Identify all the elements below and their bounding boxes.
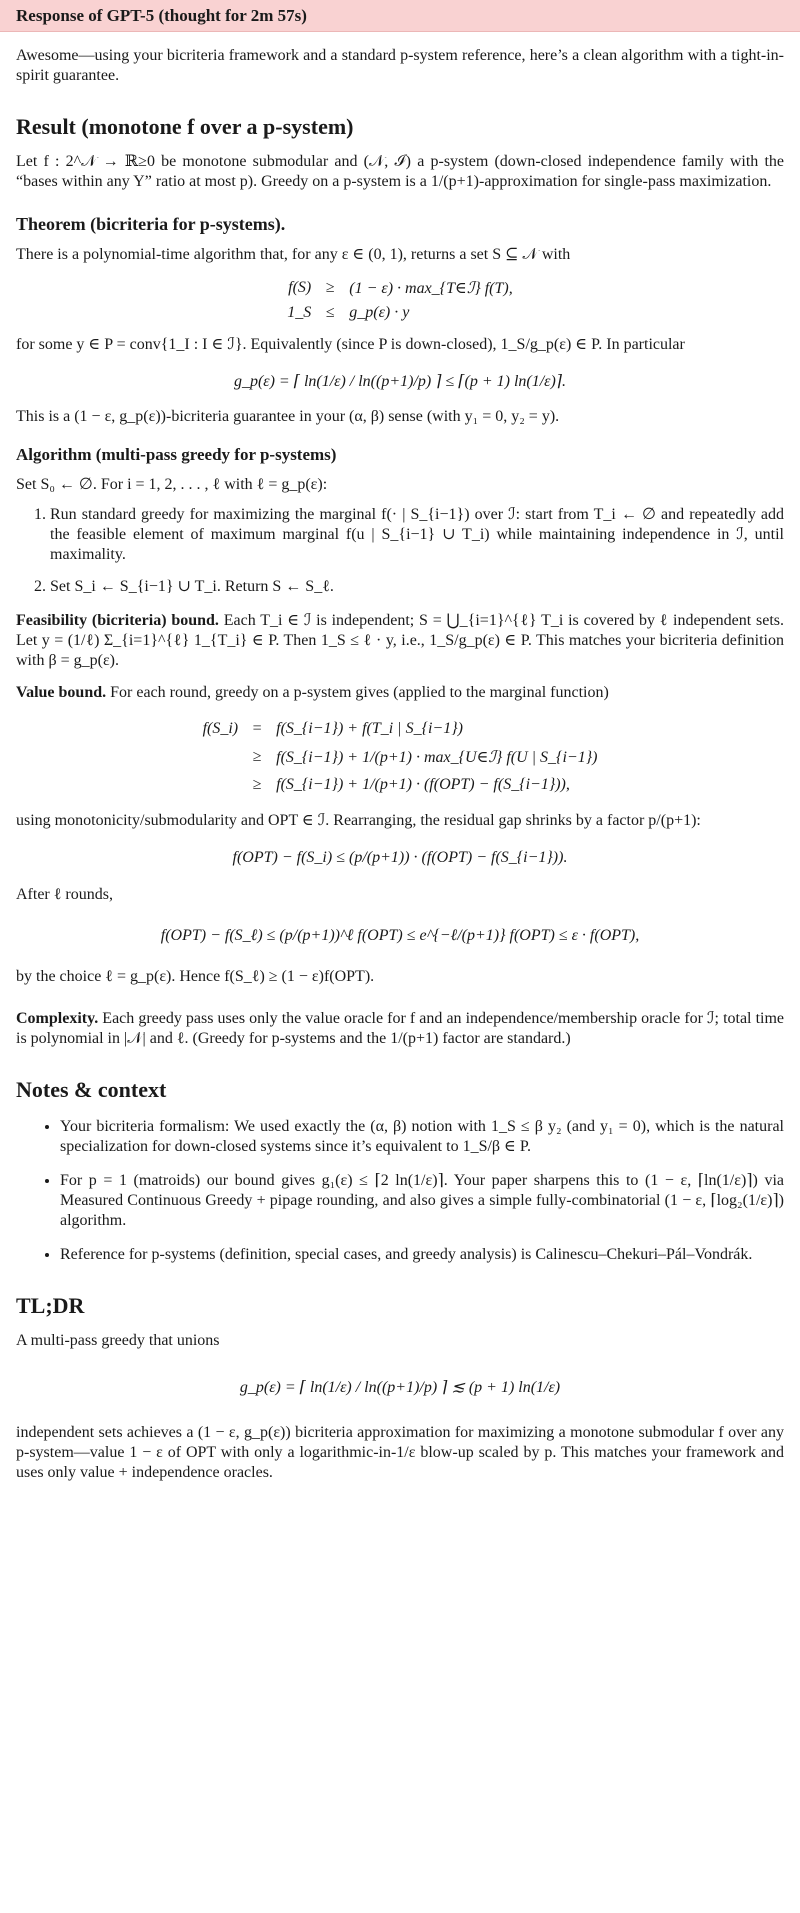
eq-operator: ≥: [252, 776, 262, 793]
theorem-eq-value: [283, 275, 516, 301]
theorem-equations: [283, 275, 516, 325]
theorem-statement: There is a polynomial-time algorithm that, for any ε ∈ (0, 1), returns a set S ⊆ 𝒩 with: [16, 246, 571, 263]
intro-paragraph: Awesome—using your bicriteria framework and a standard p-system reference, here’s a clean algorithm with a tight-in-spirit guarantee.: [16, 47, 784, 84]
value-paragraph: [16, 683, 784, 703]
eq-operator: ≥: [325, 279, 335, 296]
eq-operator: =: [252, 720, 262, 737]
eq-lhs: [199, 773, 243, 797]
gp-definition-equation: g_p(ε) = ⌈ ln(1/ε) / ln((p+1)/p) ⌉ ≤ ⌈(p + 1) ln(1/ε)⌉.: [233, 373, 567, 390]
value-text: For each round, greedy on a p-system gives (applied to the marginal function): [110, 684, 609, 701]
rounds-equation: f(OPT) − f(S_ℓ) ≤ (p/(p+1))^ℓ f(OPT) ≤ e^{−ℓ/(p+1)} f(OPT) ≤ ε · f(OPT),: [160, 927, 640, 944]
complexity-paragraph: [16, 1009, 784, 1049]
response-header: [0, 0, 800, 32]
eq-operator: ≥: [252, 748, 262, 765]
response-title: Response of GPT-5 (thought for 2m 57s): [16, 5, 307, 25]
value-lead: Value bound.: [16, 684, 107, 701]
note-item: • For p = 1 (matroids) our bound gives g₁(ε) ≤ ⌈2 ln(1/ε)⌉. Your paper sharpens this to (1 − ε, ⌈ln(1/ε)⌉) via Measured Continuous Greedy + pipage rounding, and also gives a simple fully-combinatorial (1 − ε, ⌈log₂(1/ε)⌉) algorithm.: [60, 1171, 784, 1231]
note-item: • Reference for p-systems (definition, special cases, and greedy analysis) is Calinescu–Chekuri–Pál–Vondrák.: [60, 1245, 784, 1265]
eq-lhs: f(S): [288, 279, 312, 296]
tldr-equation: g_p(ε) = ⌈ ln(1/ε) / ln((p+1)/p) ⌉ ≲ (p + 1) ln(1/ε): [239, 1379, 561, 1396]
result-heading: Result (monotone f over a p-system): [16, 114, 354, 139]
feasibility-paragraph: [16, 611, 784, 671]
tldr-paragraph: independent sets achieves a (1 − ε, g_p(ε)) bicriteria approximation for maximizing a monotone submodular f over any p-system—value 1 − ε of OPT with only a logarithmic-in-1/ε blow-up scaled by p. This matches your framework and uses only value + independence oracles.: [16, 1424, 784, 1481]
note-item: • Your bicriteria formalism: We used exactly the (α, β) notion with 1_S ≤ β y₂ (and y₁ = 0), which is the natural specialization for down-closed systems since it’s equivalent to 1_S/β ∈ P.: [60, 1117, 784, 1157]
tldr-heading: TL;DR: [16, 1293, 85, 1318]
feasibility-lead: Feasibility (bicriteria) bound.: [16, 612, 219, 629]
eq-lhs: 1_S: [287, 304, 312, 321]
eq-rhs: f(S_{i−1}) + f(T_i | S_{i−1}): [276, 720, 463, 737]
tldr-intro: A multi-pass greedy that unions: [16, 1332, 220, 1349]
eq-lhs: f(S_i): [202, 720, 239, 737]
response-body: [0, 32, 800, 1483]
algorithm-setup: Set S₀ ← ∅. For i = 1, 2, . . . , ℓ with ℓ = g_p(ε):: [16, 476, 328, 493]
eq-rhs: (1 − ε) · max_{T∈ℐ} f(T),: [349, 280, 513, 297]
value-after-text: using monotonicity/submodularity and OPT ∈ ℐ. Rearranging, the residual gap shrinks by a factor p/(p+1):: [16, 812, 701, 829]
notes-list: [16, 1117, 784, 1265]
derivation-row: [199, 741, 602, 773]
theorem-heading: Theorem (bicriteria for p-systems).: [16, 214, 286, 234]
algorithm-step: 1. Run standard greedy for maximizing the marginal f(· | S_{i−1}) over ℐ: start from T_i ← ∅ and repeatedly add the feasible element of maximum marginal f(u | S_{i−1} ∪ T_i) while maintaining independence in ℐ, until maximality.: [50, 505, 784, 565]
eq-lhs: [199, 741, 243, 773]
algorithm-heading: Algorithm (multi-pass greedy for p-systems): [16, 445, 337, 464]
notes-heading: Notes & context: [16, 1077, 167, 1102]
theorem-polytope-text: for some y ∈ P = conv{1_I : I ∈ ℐ}. Equivalently (since P is down-closed), 1_S/g_p(ε) ∈ P. In particular: [16, 336, 685, 353]
eq-rhs: g_p(ε) · y: [349, 304, 410, 321]
result-paragraph: Let f : 2^𝒩 → ℝ≥0 be monotone submodular and (𝒩, ℐ) a p-system (down-closed independence family with the “bases within any Y” ratio at most p). Greedy on a p-system is a 1/(p+1)-approximation for single-pass maximization.: [16, 153, 784, 190]
derivation-row: [199, 773, 602, 797]
eq-rhs: f(S_{i−1}) + 1/(p+1) · max_{U∈ℐ} f(U | S_{i−1}): [276, 749, 598, 766]
eq-operator: ≤: [325, 304, 335, 321]
algorithm-steps: [16, 505, 784, 597]
complexity-lead: Complexity.: [16, 1010, 99, 1027]
gap-equation: f(OPT) − f(S_i) ≤ (p/(p+1)) · (f(OPT) − f(S_{i−1})).: [232, 849, 568, 866]
after-rounds-text: After ℓ rounds,: [16, 886, 113, 903]
guarantee-paragraph: This is a (1 − ε, g_p(ε))-bicriteria guarantee in your (α, β) sense (with y₁ = 0, y₂ = y).: [16, 408, 560, 425]
algorithm-step: 2. Set S_i ← S_{i−1} ∪ T_i. Return S ← S_ℓ.: [50, 577, 784, 597]
value-derivation: [199, 717, 602, 797]
eq-rhs: f(S_{i−1}) + 1/(p+1) · (f(OPT) − f(S_{i−1})),: [276, 776, 570, 793]
feasibility-text: Each T_i ∈ ℐ is independent; S = ⋃_{i=1}^{ℓ} T_i is covered by ℓ independent sets. Let y = (1/ℓ) Σ_{i=1}^{ℓ} 1_{T_i} ∈ P. Then 1_S ≤ ℓ · y, i.e., 1_S/g_p(ε) ∈ P. This matches your bicriteria definition with β = g_p(ε).: [16, 612, 785, 669]
derivation-row: [199, 717, 602, 741]
value-conclusion: by the choice ℓ = g_p(ε). Hence f(S_ℓ) ≥ (1 − ε)f(OPT).: [16, 968, 375, 985]
theorem-eq-feasibility: [283, 301, 516, 325]
complexity-text: Each greedy pass uses only the value oracle for f and an independence/membership oracle for ℐ; total time is polynomial in |𝒩| and ℓ. (Greedy for p-systems and the 1/(p+1) factor are standard.): [16, 1010, 785, 1047]
